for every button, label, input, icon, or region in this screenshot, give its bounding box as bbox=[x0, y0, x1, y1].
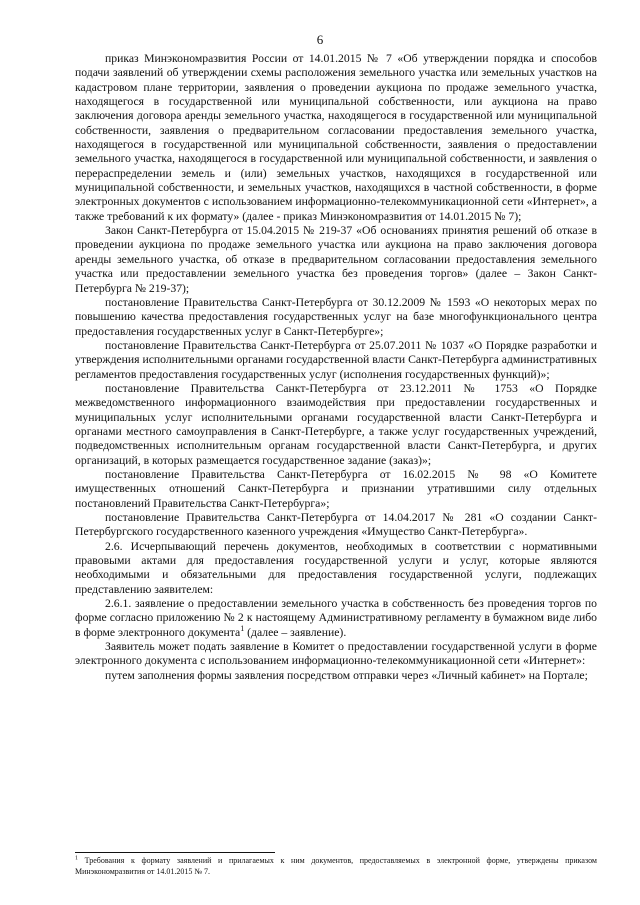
footnote-text: Требования к формату заявлений и прилагаемых к ним документов, предоставляемых в электронной форме, утверждены приказом Минэкономразвития от 14.01.2015 № 7. bbox=[75, 856, 597, 876]
paragraph-resolution-1753: постановление Правительства Санкт-Петербурга от 23.12.2011 № 1753 «О Порядке межведомственного информационного взаимодействия при предоставлении государственных и муниципальных услуг исполнительными органами государственной власти Санкт-Петербурга и органами местного самоуправления в Санкт-Петербурге, а также услуг государственных учреждений, подведомственных исполнительным органам государственной власти Санкт-Петербурга, и других организаций, в которых размещается государственное задание (заказ)»; bbox=[75, 381, 597, 467]
section-2-6-1-tail: (далее – заявление). bbox=[244, 625, 347, 639]
paragraph-electronic-submission: Заявитель может подать заявление в Комитет о предоставлении государственной услуги в форме электронного документа с использованием информационно-телекоммуникационной сети «Интернет»: bbox=[75, 640, 597, 668]
paragraph-resolution-1037: постановление Правительства Санкт-Петербурга от 25.07.2011 № 1037 «О Порядке разработки и утверждения исполнительными органами государственной власти Санкт-Петербурга административных регламентов предоставления государственных услуг (исполнения государственных функций)»; bbox=[75, 338, 597, 381]
paragraph-section-2-6: 2.6. Исчерпывающий перечень документов, необходимых в соответствии с нормативными правовыми актами для предоставления государственной услуги и услуг, которые являются необходимыми и обязательными для предоставления государственной услуги, подлежащих представлению заявителем: bbox=[75, 539, 597, 596]
footnote bbox=[75, 856, 597, 877]
paragraph-resolution-98: постановление Правительства Санкт-Петербурга от 16.02.2015 № 98 «О Комитете имущественных отношений Санкт-Петербурга и признании утратившими силу отдельных постановлений Правительства Санкт-Петербурга»; bbox=[75, 467, 597, 510]
paragraph-portal-submission: путем заполнения формы заявления посредством отправки через «Личный кабинет» на Портале; bbox=[105, 668, 588, 682]
section-2-6-1-text: 2.6.1. заявление о предоставлении земельного участка в собственность без проведения торгов по форме согласно приложению № 2 к настоящему Административному регламенту в бумажном виде либо в форме электронного документа bbox=[75, 597, 597, 639]
page-number: 6 bbox=[316, 32, 324, 47]
footnote-divider bbox=[75, 852, 275, 853]
document-body bbox=[75, 52, 597, 683]
paragraph-resolution-281: постановление Правительства Санкт-Петербурга от 14.04.2017 № 281 «О создании Санкт-Петербургского государственного казенного учреждения «Имущество Санкт-Петербурга». bbox=[75, 511, 597, 539]
paragraph-order-minecon-7: приказ Минэкономразвития России от 14.01.2015 № 7 «Об утверждении порядка и способов подачи заявлений об утверждении схемы расположения земельного участка или земельных участков на кадастровом плане территории, заявления о проведении аукциона по продаже земельного участка, находящегося в государственной или муниципальной собственности, или аукциона на право заключения договора аренды земельного участка, находящегося в государственной или муниципальной собственности, заявления о предварительном согласовании предоставления земельного участка, находящегося в государственной или муниципальной собственности, заявления о предоставлении земельного участка, находящегося в государственной или муниципальной собственности, и заявления о перераспределении земель и (или) земельных участков, находящихся в государственной или муниципальной собственности, и земельных участков, находящихся в частной собственности, в форме электронных документов с использованием информационно-телекоммуникационной сети «Интернет», а также требований к их формату» (далее - приказ Минэкономразвития от 14.01.2015 № 7); bbox=[75, 52, 597, 223]
footnote-mark: 1 bbox=[75, 855, 78, 862]
footnote-reference: 1 bbox=[240, 623, 245, 633]
paragraph-spb-law-219-37: Закон Санкт-Петербурга от 15.04.2015 № 219-37 «Об основаниях принятия решений об отказе в проведении аукциона по продаже земельного участка или аукциона на право заключения договора аренды земельного участка, об отказе в предварительном согласовании предоставления земельного участка или предоставлении земельного участка без проведения торгов» (далее – Закон Санкт-Петербурга № 219-37); bbox=[75, 224, 597, 295]
paragraph-resolution-1593: постановление Правительства Санкт-Петербурга от 30.12.2009 № 1593 «О некоторых мерах по повышению качества предоставления государственных услуг на базе многофункционального центра предоставления государственных услуг в Санкт-Петербурге»; bbox=[75, 295, 597, 338]
paragraph-section-2-6-1 bbox=[75, 597, 597, 640]
